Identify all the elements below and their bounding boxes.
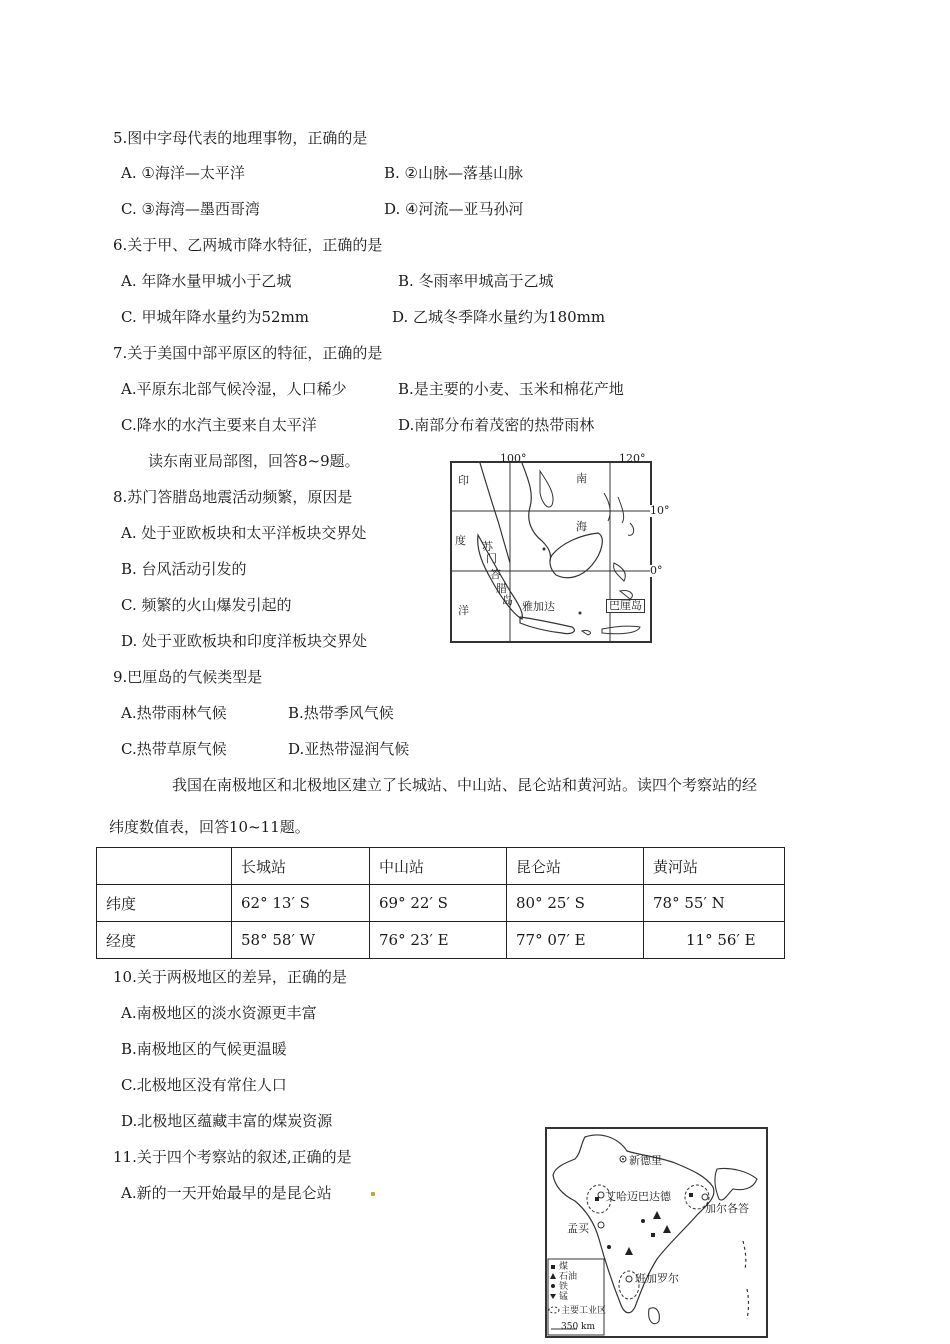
southeast-asia-map: [450, 452, 670, 643]
q10-option-c: C.北极地区没有常住人口: [121, 1076, 287, 1094]
map-label-yin: 印: [458, 474, 469, 487]
q8-option-b: B. 台风活动引发的: [121, 560, 247, 578]
table-cell: 78° 55′ N: [644, 885, 785, 922]
table-header-cell: [97, 848, 232, 885]
table-cell: 58° 58′ W: [232, 922, 370, 959]
q11-stem: 11.关于四个考察站的叙述,正确的是: [113, 1148, 352, 1166]
map-label-100: 100°: [500, 452, 527, 465]
city-mumbai: 孟买: [567, 1222, 589, 1235]
legend-industry: 主要工业区: [561, 1306, 607, 1316]
map-label-sumatra-2: 门: [486, 552, 497, 565]
map-scale: 350 km: [561, 1322, 596, 1332]
city-kolkata: 加尔各答: [705, 1202, 749, 1215]
legend-mn: 锰: [559, 1292, 569, 1302]
q7-option-d: D.南部分布着茂密的热带雨林: [398, 416, 595, 434]
q8-option-d: D. 处于亚欧板块和印度洋板块交界处: [121, 632, 368, 650]
map-label-lat0: 0°: [650, 564, 663, 577]
q11-option-a: A.新的一天开始最早的是昆仑站: [121, 1184, 332, 1202]
q10-option-b: B.南极地区的气候更温暖: [121, 1040, 287, 1058]
q6-stem: 6.关于甲、乙两城市降水特征，正确的是: [113, 236, 383, 254]
table-header-cell: 昆仑站: [507, 848, 644, 885]
city-ahmedabad: 艾哈迈巴达德: [605, 1190, 671, 1203]
map-label-sumatra-4: 腊: [496, 582, 507, 595]
map-label-120: 120°: [619, 452, 646, 465]
table-cell: 80° 25′ S: [507, 885, 644, 922]
q9-option-c: C.热带草原气候: [121, 740, 227, 758]
q5-option-a: A. ①海洋—太平洋: [121, 164, 245, 182]
q9-option-a: A.热带雨林气候: [121, 704, 227, 722]
table-row: [97, 922, 785, 959]
table-header-cell: 黄河站: [644, 848, 785, 885]
intro-10-11-line-1: 我国在南极地区和北极地区建立了长城站、中山站、昆仑站和黄河站。读四个考察站的经: [172, 776, 758, 794]
map-label-yang: 洋: [458, 604, 469, 617]
legend-oil: 石油: [559, 1272, 578, 1282]
map-label-jakarta: 雅加达: [522, 600, 555, 613]
q6-option-c: C. 甲城年降水量约为52mm: [121, 308, 310, 326]
table-cell: 69° 22′ S: [370, 885, 507, 922]
q9-option-b: B.热带季风气候: [288, 704, 394, 722]
q9-stem: 9.巴厘岛的气候类型是: [113, 668, 263, 686]
q10-stem: 10.关于两极地区的差异，正确的是: [113, 968, 347, 986]
table-row: [97, 885, 785, 922]
table-header-cell: 中山站: [370, 848, 507, 885]
q10-option-d: D.北极地区蕴藏丰富的煤炭资源: [121, 1112, 333, 1130]
q5-option-c: C. ③海湾—墨西哥湾: [121, 200, 260, 218]
map-label-sumatra-1: 苏: [482, 540, 493, 553]
q6-option-b: B. 冬雨率甲城高于乙城: [398, 272, 554, 290]
station-coordinates-table: [96, 847, 785, 959]
legend-coal: 煤: [559, 1262, 569, 1272]
q5-option-b: B. ②山脉—落基山脉: [384, 164, 524, 182]
table-header-row: [97, 848, 785, 885]
legend-iron: 铁: [559, 1282, 569, 1292]
table-header-cell: 长城站: [232, 848, 370, 885]
q8-option-a: A. 处于亚欧板块和太平洋板块交界处: [121, 524, 367, 542]
map-label-sumatra-3: 答: [490, 568, 501, 581]
q5-option-d: D. ④河流—亚马孙河: [384, 200, 524, 218]
table-cell: 11° 56′ E: [644, 922, 785, 959]
table-cell: 经度: [97, 922, 232, 959]
table-cell: 纬度: [97, 885, 232, 922]
map-label-bali: 巴厘岛: [606, 599, 645, 613]
q7-option-b: B.是主要的小麦、玉米和棉花产地: [398, 380, 624, 398]
q7-stem: 7.关于美国中部平原区的特征，正确的是: [113, 344, 383, 362]
q5-stem: 5.图中字母代表的地理事物，正确的是: [113, 129, 368, 147]
map-label-hai: 海: [576, 520, 587, 533]
stray-mark: [371, 1192, 375, 1196]
q7-option-c: C.降水的水汽主要来自太平洋: [121, 416, 317, 434]
map-label-du: 度: [455, 534, 466, 547]
city-bangalore: 班加罗尔: [635, 1272, 679, 1285]
map-label-sumatra-5: 岛: [502, 594, 513, 607]
q8-option-c: C. 频繁的火山爆发引起的: [121, 596, 292, 614]
q10-option-a: A.南极地区的淡水资源更丰富: [121, 1004, 317, 1022]
map-label-lat10: 10°: [650, 504, 670, 517]
city-new-delhi: 新德里: [629, 1154, 662, 1167]
table-cell: 62° 13′ S: [232, 885, 370, 922]
q6-option-a: A. 年降水量甲城小于乙城: [121, 272, 292, 290]
table-cell: 77° 07′ E: [507, 922, 644, 959]
q6-option-d: D. 乙城冬季降水量约为180mm: [392, 308, 606, 326]
q8-stem: 8.苏门答腊岛地震活动频繁，原因是: [113, 488, 353, 506]
map-label-nan: 南: [576, 472, 587, 485]
intro-10-11-line-2: 纬度数值表，回答10~11题。: [109, 818, 310, 836]
table-cell: 76° 23′ E: [370, 922, 507, 959]
q7-option-a: A.平原东北部气候冷湿，人口稀少: [121, 380, 347, 398]
india-map: [545, 1127, 768, 1338]
intro-8-9: 读东南亚局部图，回答8~9题。: [148, 452, 360, 470]
q9-option-d: D.亚热带湿润气候: [288, 740, 410, 758]
